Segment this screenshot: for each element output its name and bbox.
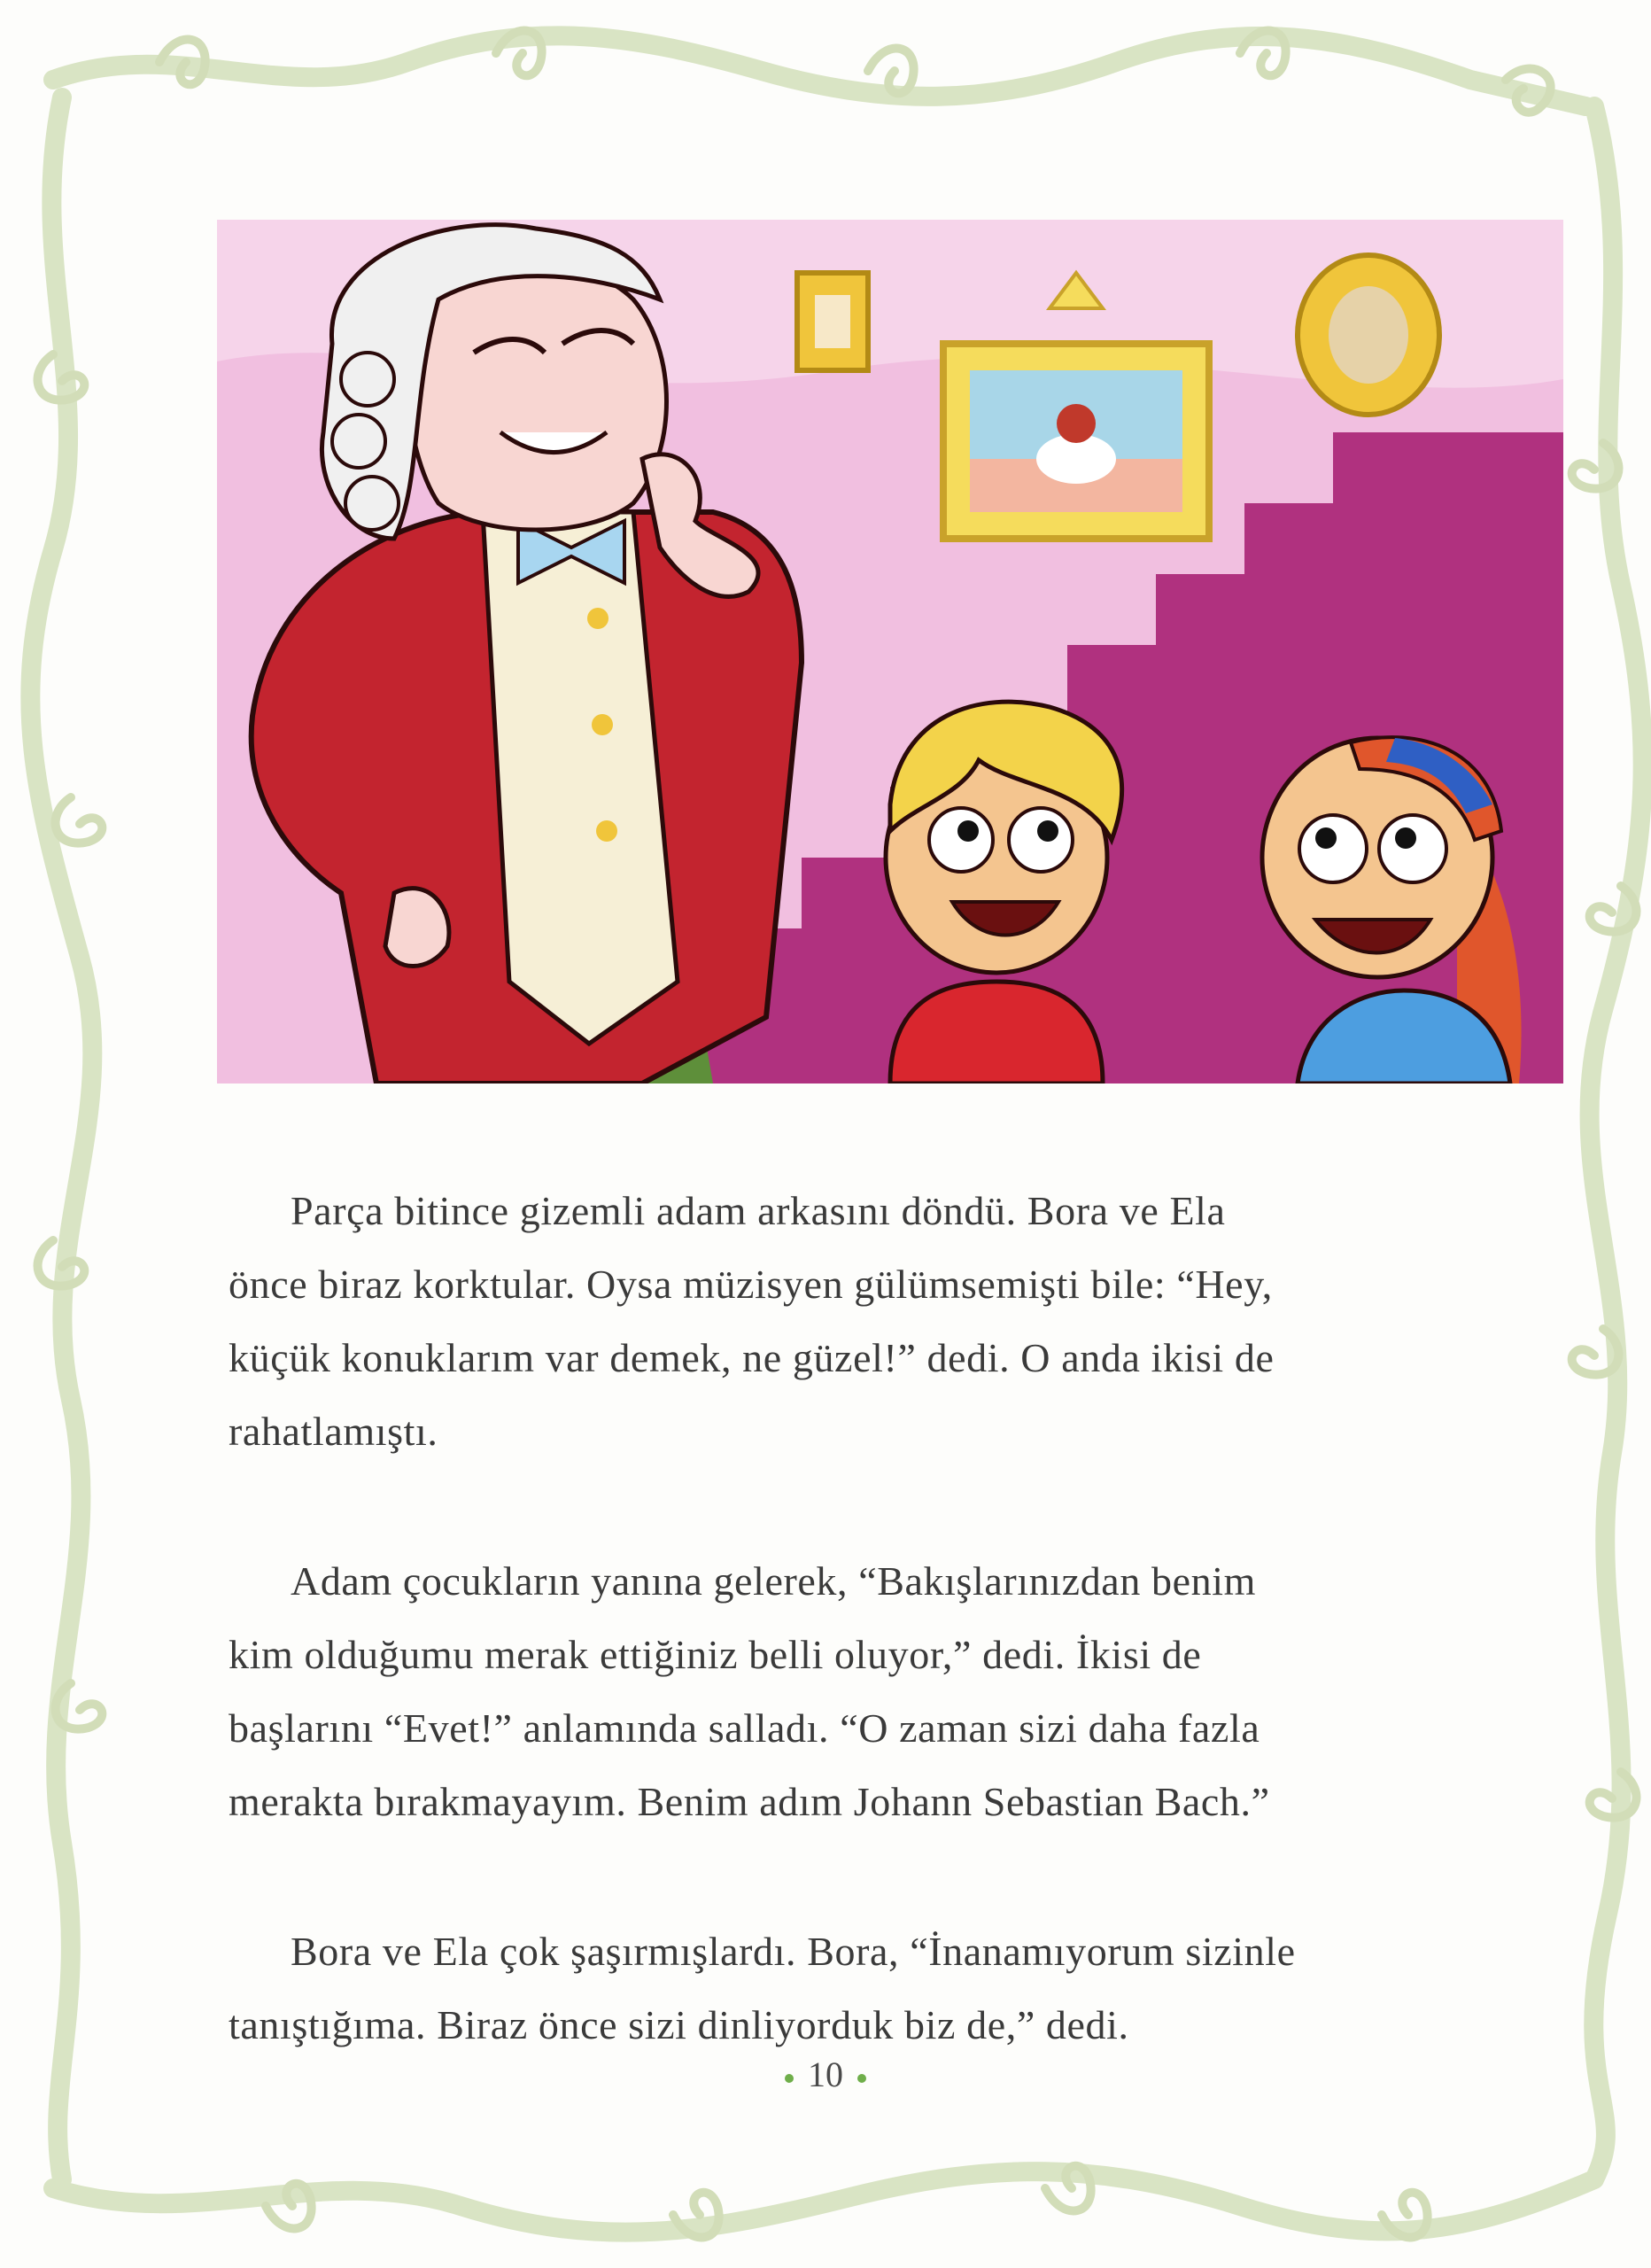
text-line: Parça bitince gizemli adam arkasını döndü. Bora ve Ela xyxy=(291,1188,1226,1233)
text-line: önce biraz korktular. Oysa müzisyen gülümsemişti bile: “Hey, xyxy=(229,1262,1273,1307)
text-line: kim olduğumu merak ettiğiniz belli oluyor,” dedi. İkisi de xyxy=(229,1632,1202,1677)
paragraph-3 xyxy=(229,1915,1504,2062)
text-line: tanıştığıma. Biraz önce sizi dinliyorduk biz de,” dedi. xyxy=(229,2002,1129,2047)
text-line: merakta bırakmayayım. Benim adım Johann Sebastian Bach.” xyxy=(229,1779,1270,1824)
story-illustration xyxy=(217,220,1563,1084)
story-text xyxy=(229,1174,1504,2138)
bora-character xyxy=(886,702,1122,1084)
text-line: başlarını “Evet!” anlamında salladı. “O zaman sizi daha fazla xyxy=(229,1705,1260,1751)
text-line: rahatlamıştı. xyxy=(229,1409,438,1454)
page-number xyxy=(0,2054,1651,2095)
paragraph-1 xyxy=(229,1174,1504,1468)
bullet-dot-icon xyxy=(785,2074,794,2083)
page-number-value: 10 xyxy=(808,2054,843,2094)
oval-portrait-frame xyxy=(1298,255,1439,415)
text-line: Adam çocukların yanına gelerek, “Bakışlarınızdan benim xyxy=(291,1558,1256,1604)
paragraph-2 xyxy=(229,1544,1504,1838)
text-line: Bora ve Ela çok şaşırmışlardı. Bora, “İnanamıyorum sizinle xyxy=(291,1929,1296,1974)
bullet-dot-icon xyxy=(857,2074,866,2083)
text-line: küçük konuklarım var demek, ne güzel!” dedi. O anda ikisi de xyxy=(229,1335,1275,1380)
small-frame-left xyxy=(797,273,868,370)
bach-and-children-scene xyxy=(217,220,1563,1084)
